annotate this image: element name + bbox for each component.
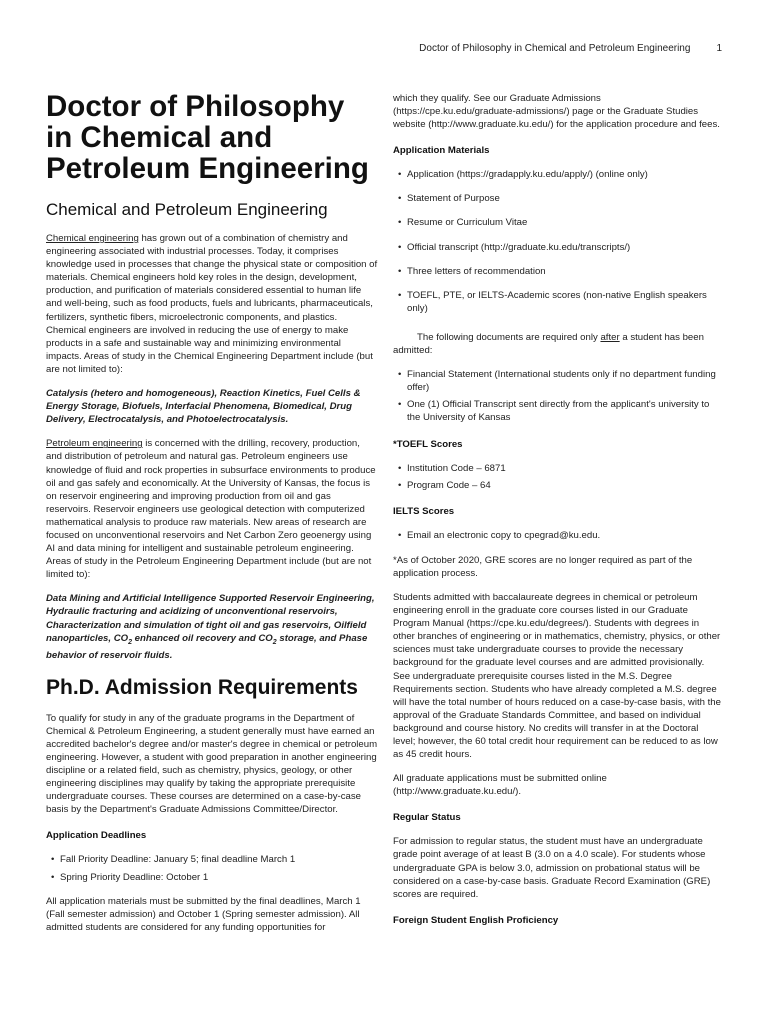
- foreign-proficiency-heading: Foreign Student English Proficiency: [393, 914, 559, 926]
- toefl-heading: *TOEFL Scores: [393, 438, 463, 450]
- list-item: • Application (https://gradapply.ku.edu/apply/) (online only): [393, 168, 723, 181]
- prerequisite-paragraph: Students admitted with baccalaureate degrees in chemical or petroleum engineering enroll in the graduate core courses listed in our Graduate Program Manual (https://cpe.ku.edu/degrees/). Students with degrees in other branches of engineering or in mathematics, chemistry, physics, or other sciences must take undergraduate courses to provide the necessary background for the graduate level courses and are admitted provisionally. See undergraduate prerequisite courses listed in the M.S. Degree Requirements section. Students who have already completed a M.S. degree will have the total number of hours reduced on a case-by-case basis, with the approval of the Graduate Standards Committee, and based on individual background and course history. No credits will transfer in at the Doctoral level; however, the 60 total credit hour requirement can be reduced to as low as 45 credit hours.: [393, 591, 721, 761]
- list-item: • Financial Statement (International students only if no department funding offer): [393, 368, 723, 394]
- right-column: [393, 86, 723, 938]
- list-item: • Institution Code – 6871: [393, 462, 723, 475]
- regular-status-paragraph: For admission to regular status, the student must have an undergraduate grade point average of at least B (3.0 on a 4.0 scale). For students whose undergraduate GPA is below 3.0, admission on probational status will be considered on a case-by-case basis. Graduate Record Examination (GRE) scores are required.: [393, 836, 711, 900]
- list-item: • Spring Priority Deadline: October 1: [46, 871, 378, 884]
- list-item: • Statement of Purpose: [393, 192, 723, 205]
- toefl-list: [393, 462, 723, 492]
- deadlines-list: [46, 853, 378, 883]
- page-number: 1: [716, 43, 722, 54]
- left-column: [46, 86, 378, 934]
- petroleum-engineering-paragraph: Petroleum engineering is concerned with the drilling, recovery, production, and distribution of petroleum and natural gas. Petroleum engineers use knowledge of fluid and rock properties in subsurface environments to produce oil and gas safely and economically. At the University of Kansas, the focus is on reservoir engineering and improving production from oil and gas reservoirs. Reservoir engineers use geological detection with computerized mathematical analysis to produce raw materials. New areas of research are focused on unconventional reservoirs and Net Carbon Zero geoenergy using AI and data mining for intelligent and sustainable petroleum engineering. Areas of study in the Petroleum Engineering Department include (but are not limited to):: [46, 438, 376, 581]
- deadlines-heading: Application Deadlines: [46, 830, 147, 842]
- petroleum-study-areas: Data Mining and Artificial Intelligence Supported Reservoir Engineering, Hydraulic fracturing and acidizing of unconventional reservoirs, Characterization and simulation of tight oil and gas reservoirs, Oilfield nanoparticles, $CO_2$ enhanced oil recovery and $CO_2$ storage, and Phase behavior of reservoir fluids.: [46, 593, 375, 661]
- list-item: • Three letters of recommendation: [393, 265, 723, 278]
- document-title: Doctor of Philosophy in Chemical and Petroleum Engineering: [46, 90, 369, 185]
- list-item: • Program Code – 64: [393, 479, 723, 492]
- running-title: Doctor of Philosophy in Chemical and Petroleum Engineering: [419, 43, 691, 54]
- materials-list: [393, 168, 723, 315]
- chemical-engineering-paragraph: Chemical engineering has grown out of a combination of chemistry and engineering associated with industrial processes. Today, it comprises knowledge used in processes that change the physical state or composition of materials. Chemical engineers hold key roles in the design, development, production, and purification of materials considered essential to human life and well-being, such as food products, fuels and lubricants, pharmaceuticals, fertilizers, synthetic fibers, microelectronic components, and plastics. Chemical engineers are involved in reducing the use of energy to make products in a safe and sustainable way and minimizing environmental impacts. Areas of study in the Chemical Engineering Department include (but are not limited to):: [46, 233, 378, 375]
- petroleum-engineering-link[interactable]: Petroleum engineering: [46, 438, 143, 450]
- gre-note: *As of October 2020, GRE scores are no longer required as part of the application process.: [393, 554, 693, 579]
- admission-paragraph: To qualify for study in any of the graduate programs in the Department of Chemical & Petroleum Engineering, a student generally must have earned an accredited bachelor's degree and/or master's degree in chemical or petroleum engineering. However, a student with good preparation in another engineering discipline or a related field, such as chemistry, physics, geology, or other engineering disciplines may qualify by taking the appropriate prerequisite undergraduate courses. These courses are determined on a case-by-case basis by the Department's Graduate Admissions Committee/Director.: [46, 712, 378, 816]
- list-item: • Resume or Curriculum Vitae: [393, 216, 723, 229]
- materials-heading: Application Materials: [393, 145, 490, 157]
- continuation-paragraph: which they qualify. See our Graduate Admissions (https://cpe.ku.edu/graduate-admissions/) page or the Graduate Studies website (http://www.graduate.ku.edu/) for the application procedure and fees.: [393, 93, 720, 131]
- running-header: [419, 43, 722, 54]
- ielts-heading: IELTS Scores: [393, 505, 455, 517]
- list-item: • Fall Priority Deadline: January 5; final deadline March 1: [46, 853, 378, 866]
- after-admission-list: [393, 368, 723, 424]
- admission-heading: Ph.D. Admission Requirements: [46, 675, 358, 699]
- list-item: • Official transcript (http://graduate.ku.edu/transcripts/): [393, 241, 723, 254]
- list-item: • TOEFL, PTE, or IELTS-Academic scores (non-native English speakers only): [393, 289, 723, 315]
- deadline-paragraph: All application materials must be submitted by the final deadlines, March 1 (Fall semester admission) and October 1 (Spring semester admission). All admitted students are considered for any funding opportunities for: [46, 895, 361, 933]
- chemical-study-areas: Catalysis (hetero and homogeneous), Reaction Kinetics, Fuel Cells & Energy Storage, Biofuels, Interfacial Phenomena, Biomedical, Drug Delivery, Electrocatalysis, and Photoelectrocatalysis.: [46, 388, 361, 426]
- list-item: • Email an electronic copy to cpegrad@ku.edu.: [393, 529, 723, 542]
- chemical-engineering-link[interactable]: Chemical engineering: [46, 233, 139, 244]
- list-item: • One (1) Official Transcript sent directly from the applicant's university to the University of Kansas: [393, 398, 723, 424]
- section-subtitle: Chemical and Petroleum Engineering: [46, 200, 328, 219]
- ielts-list: [393, 529, 723, 542]
- after-admission-paragraph: The following documents are required only after a student has been admitted:: [393, 331, 704, 357]
- online-application-paragraph: All graduate applications must be submitted online (http://www.graduate.ku.edu/).: [393, 773, 607, 798]
- regular-status-heading: Regular Status: [393, 812, 461, 824]
